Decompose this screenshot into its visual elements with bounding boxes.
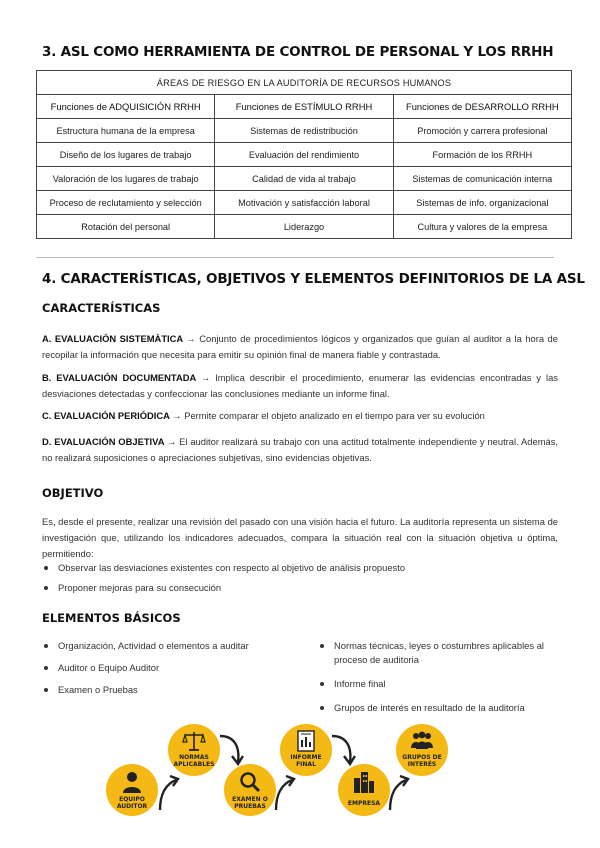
objetivo-heading: OBJETIVO: [42, 486, 104, 500]
section4-title: 4. CARACTERÍSTICAS, OBJETIVOS Y ELEMENTOS DEFINITORIOS DE LA ASL: [42, 271, 585, 287]
table-cell: Valoración de los lugares de trabajo: [37, 167, 215, 191]
node-empresa: [338, 764, 390, 816]
magnifier-icon: [238, 770, 262, 794]
characteristic-c: [42, 408, 558, 424]
column-header: Funciones de ADQUISICIÓN RRHH: [37, 95, 215, 119]
table-row: [37, 167, 572, 191]
list-item: Examen o Pruebas: [42, 683, 302, 705]
list-item: Proponer mejoras para su consecución: [42, 581, 558, 601]
list-item: Informe final: [318, 677, 568, 691]
table-header-row: [37, 95, 572, 119]
scales-icon: [182, 730, 206, 752]
table-row: [37, 191, 572, 215]
node-label: EXAMEN O PRUEBAS: [232, 796, 268, 810]
characteristic-text: Conjunto de procedimientos lógicos y organizados que guían al auditor a la hora de recopilar la información que necesita para emitir su opinión final de manera fiable y contrastada.: [42, 333, 558, 360]
node-examen-pruebas: [224, 764, 276, 816]
table-cell: Cultura y valores de la empresa: [393, 215, 571, 239]
table-cell: Proceso de reclutamiento y selección: [37, 191, 215, 215]
person-icon: [120, 770, 144, 794]
node-label: GRUPOS DE INTERÉS: [402, 754, 442, 768]
list-item: Auditor o Equipo Auditor: [42, 661, 302, 683]
elementos-heading: ELEMENTOS BÁSICOS: [42, 611, 181, 625]
table-cell: Diseño de los lugares de trabajo: [37, 143, 215, 167]
table-row: [37, 143, 572, 167]
table-cell: Sistemas de comunicación interna: [393, 167, 571, 191]
buildings-icon: [352, 770, 376, 794]
table-cell: Rotación del personal: [37, 215, 215, 239]
node-equipo-auditor: [106, 764, 158, 816]
arrow-icon: [272, 774, 298, 814]
arrow-icon: [328, 732, 358, 768]
characteristic-text: El auditor realizará su trabajo con una actitud totalmente independiente y neutral. Además, no realizará suposiciones o apreciaciones subjetivas, sino evidencias objetivas.: [42, 436, 559, 463]
table-cell: Evaluación del rendimiento: [215, 143, 393, 167]
table-cell: Sistemas de redistribución: [215, 119, 393, 143]
node-grupos-interes: [396, 724, 448, 776]
caracteristicas-heading: CARACTERÍSTICAS: [42, 301, 161, 315]
characteristic-label: A. EVALUACIÓN SISTEMÀTICA →: [42, 333, 196, 344]
node-label: INFORME FINAL: [290, 754, 322, 768]
audit-elements-diagram: [100, 718, 500, 848]
table-row: [37, 215, 572, 239]
table-cell: Formación de los RRHH: [393, 143, 571, 167]
characteristic-text: Permite comparar el objeto analizado en el tiempo para ver su evolución: [181, 410, 485, 421]
characteristic-label: D. EVALUACIÓN OBJETIVA →: [42, 436, 177, 447]
objetivo-text: Es, desde el presente, realizar una revisión del pasado con una visión hacia el futuro. La auditoría representa un sistema de investigación que, utilizando los indicadores adecuados, compara la situación real con la situación objetiva u óptima, permitiendo:: [42, 516, 558, 559]
characteristic-b: [42, 370, 558, 402]
arrow-icon: [156, 774, 182, 814]
table-cell: Motivación y satisfacción laboral: [215, 191, 393, 215]
list-item: Grupos de interés en resultado de la auditoría: [318, 701, 568, 715]
section3-title: 3. ASL COMO HERRAMIENTA DE CONTROL DE PERSONAL Y LOS RRHH: [42, 44, 554, 60]
node-informe-final: [280, 724, 332, 776]
table-row: [37, 119, 572, 143]
table-cell: Liderazgo: [215, 215, 393, 239]
table-cell: Calidad de vida al trabajo: [215, 167, 393, 191]
characteristic-d: [42, 434, 558, 466]
node-label: EMPRESA: [347, 800, 381, 807]
node-normas-aplicables: [168, 724, 220, 776]
list-item: Normas técnicas, leyes o costumbres aplicables al proceso de auditoria: [318, 639, 568, 667]
objetivo-list: [42, 561, 558, 601]
list-item: Observar las desviaciones existentes con respecto al objetivo de análisis propuesto: [42, 561, 558, 581]
characteristic-label: B. EVALUACIÓN DOCUMENTADA →: [42, 372, 211, 383]
risk-areas-table: [36, 70, 572, 239]
characteristic-label: C. EVALUACIÓN PERIÓDICA →: [42, 410, 182, 421]
list-item: Organización, Actividad o elementos a auditar: [42, 639, 302, 661]
node-label: EQUIPO AUDITOR: [116, 796, 148, 810]
table-cell: Sistemas de info. organizacional: [393, 191, 571, 215]
section-divider: [36, 257, 554, 258]
table-cell: Estructura humana de la empresa: [37, 119, 215, 143]
node-label: NORMAS APLICABLES: [173, 754, 215, 768]
characteristic-text: Implica describir el procedimiento, enumerar las evidencias encontradas y las desviaciones detectadas y confeccionar las conclusiones mediante un informe final.: [42, 372, 558, 399]
elementos-list-left: [42, 639, 302, 705]
column-header: Funciones de ESTÍMULO RRHH: [215, 95, 393, 119]
table-cell: Promoción y carrera profesional: [393, 119, 571, 143]
characteristic-a: [42, 331, 558, 363]
table-caption: ÁREAS DE RIESGO EN LA AUDITORÍA DE RECURSOS HUMANOS: [37, 71, 572, 95]
report-icon: [294, 730, 318, 752]
arrow-icon: [216, 732, 246, 768]
arrow-icon: [386, 774, 412, 814]
group-icon: [410, 730, 434, 752]
elementos-list-right: [318, 639, 568, 725]
column-header: Funciones de DESARROLLO RRHH: [393, 95, 571, 119]
